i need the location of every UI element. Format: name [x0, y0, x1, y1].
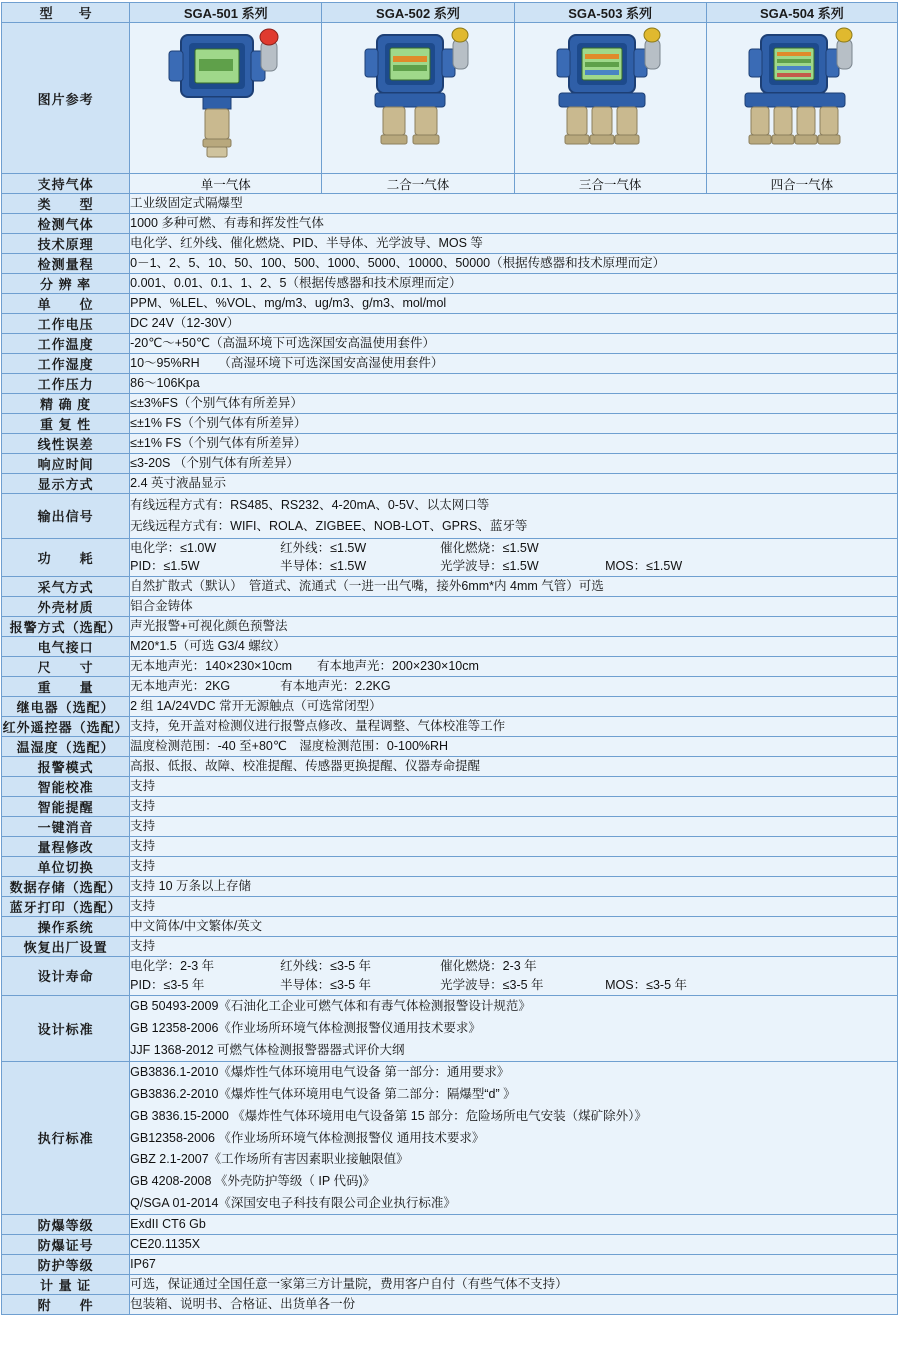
spec-row	[2, 254, 898, 274]
spec-value: ≤±1% FS（个别气体有所差异）	[130, 414, 898, 434]
spec-label: 智能校准	[2, 777, 130, 797]
lifetime-item: 半导体：≤3-5 年	[280, 977, 372, 992]
spec-value: 支持，免开盖对检测仪进行报警点修改、量程调整、气体校准等工作	[130, 717, 898, 737]
spec-value: 支持 10 万条以上存储	[130, 877, 898, 897]
spec-value: DC 24V（12-30V）	[130, 314, 898, 334]
spec-row	[2, 797, 898, 817]
spec-label: 温湿度（选配）	[2, 737, 130, 757]
spec-row	[2, 1255, 898, 1275]
spec-row	[2, 454, 898, 474]
spec-row	[2, 334, 898, 354]
spec-value: M20*1.5（可选 G3/4 螺纹）	[130, 637, 898, 657]
model-2: SGA-502 系列	[322, 3, 514, 23]
output-signal-line-2: 无线远程方式有：WIFI、ROLA、ZIGBEE、NOB-LOT、GPRS、蓝牙等	[130, 519, 528, 534]
spec-value: 2 组 1A/24VDC 常开无源触点（可选常闭型）	[130, 697, 898, 717]
spec-value: 自然扩散式（默认） 管道式、流通式（一进一出气嘴，接外6mm*内 4mm 气管）可选	[130, 577, 898, 597]
design-standard-line: JJF 1368-2012 可燃气体检测报警器器式评价大纲	[130, 1042, 405, 1057]
spec-row	[2, 737, 898, 757]
spec-label: 重 复 性	[2, 414, 130, 434]
spec-value: 支持	[130, 937, 898, 957]
power-item: 电化学：≤1.0W	[130, 540, 217, 555]
exec-standard-line: GB 4208-2008 《外壳防护等级（ IP 代码)》	[130, 1174, 376, 1188]
spec-label: 智能提醒	[2, 797, 130, 817]
spec-value: 2.4 英寸液晶显示	[130, 474, 898, 494]
spec-row	[2, 1235, 898, 1255]
spec-value: 0.001、0.01、0.1、1、2、5（根据传感器和技术原理而定）	[130, 274, 898, 294]
spec-row	[2, 817, 898, 837]
lifetime-item: 电化学：2-3 年	[130, 959, 215, 973]
specification-table	[1, 2, 898, 1315]
spec-row	[2, 234, 898, 254]
output-signal-line-1: 有线远程方式有：RS485、RS232、4-20mA、0-5V、以太网口等	[130, 497, 490, 512]
spec-value: 支持	[130, 777, 898, 797]
spec-value: 1000 多种可燃、有毒和挥发性气体	[130, 214, 898, 234]
spec-label: 单 位	[2, 294, 130, 314]
model-4: SGA-504 系列	[706, 3, 897, 23]
exec-standard-line: GBZ 2.1-2007《工作场所有害因素职业接触限值》	[130, 1152, 409, 1167]
spec-row	[2, 637, 898, 657]
spec-row	[2, 657, 898, 677]
spec-row	[2, 294, 898, 314]
device-illustration-501	[141, 23, 311, 168]
design-standard-row	[2, 995, 898, 1061]
lifetime-item	[605, 957, 755, 976]
spec-value: 支持	[130, 897, 898, 917]
spec-label: 线性误差	[2, 434, 130, 454]
power-line-1	[130, 539, 897, 558]
power-row	[2, 538, 898, 577]
spec-value: PPM、%LEL、%VOL、mg/m3、ug/m3、g/m3、mol/mol	[130, 294, 898, 314]
spec-row	[2, 837, 898, 857]
spec-row	[2, 1215, 898, 1235]
lifetime-label: 设计寿命	[2, 957, 130, 996]
model-3: SGA-503 系列	[514, 3, 706, 23]
spec-label: 重 量	[2, 677, 130, 697]
spec-row	[2, 434, 898, 454]
spec-label: 工作温度	[2, 334, 130, 354]
gas-support-row	[2, 174, 898, 194]
design-standard-line: GB 50493-2009《石油化工企业可燃气体和有毒气体检测报警设计规范》	[130, 999, 531, 1013]
spec-label: 防爆等级	[2, 1215, 130, 1235]
spec-row	[2, 374, 898, 394]
spec-value: IP67	[130, 1255, 898, 1275]
spec-row	[2, 314, 898, 334]
spec-row	[2, 354, 898, 374]
product-image-2	[322, 23, 514, 174]
model-1: SGA-501 系列	[130, 3, 322, 23]
lifetime-line-1	[130, 957, 897, 976]
exec-standard-line: GB3836.2-2010《爆炸性气体环境用电气设备 第二部分：隔爆型“d” 》	[130, 1087, 516, 1101]
spec-value: ≤3-20S （个别气体有所差异）	[130, 454, 898, 474]
lifetime-row	[2, 957, 898, 996]
spec-value: 无本地声光：140×230×10cm 有本地声光：200×230×10cm	[130, 657, 898, 677]
spec-value: ≤±1% FS（个别气体有所差异）	[130, 434, 898, 454]
spec-row	[2, 777, 898, 797]
device-illustration-504	[717, 23, 887, 168]
lifetime-line-2	[130, 976, 897, 995]
design-standard-value	[130, 995, 898, 1061]
image-row	[2, 23, 898, 174]
spec-label: 防爆证号	[2, 1235, 130, 1255]
spec-label: 报警模式	[2, 757, 130, 777]
spec-row	[2, 194, 898, 214]
spec-label: 类 型	[2, 194, 130, 214]
spec-label: 工作电压	[2, 314, 130, 334]
power-value	[130, 538, 898, 577]
spec-value: 支持	[130, 797, 898, 817]
device-illustration-503	[525, 23, 695, 168]
output-signal-row	[2, 494, 898, 539]
gas-support-4: 四合一气体	[706, 174, 897, 194]
exec-standard-line: GB12358-2006 《作业场所环境气体检测报警仪 通用技术要求》	[130, 1130, 485, 1145]
spec-value: 电化学、红外线、催化燃烧、PID、半导体、光学波导、MOS 等	[130, 234, 898, 254]
product-image-3	[514, 23, 706, 174]
spec-row	[2, 274, 898, 294]
spec-row	[2, 857, 898, 877]
spec-label: 技术原理	[2, 234, 130, 254]
spec-row	[2, 1295, 898, 1315]
spec-label: 精 确 度	[2, 394, 130, 414]
spec-row	[2, 697, 898, 717]
spec-value: 可选，保证通过全国任意一家第三方计量院，费用客户自付（有些气体不支持）	[130, 1275, 898, 1295]
exec-standard-line: Q/SGA 01-2014《深国安电子科技有限公司企业执行标准》	[130, 1195, 456, 1210]
spec-value: 高报、低报、故障、校准提醒、传感器更换提醒、仪器寿命提醒	[130, 757, 898, 777]
lifetime-item: 催化燃烧：2-3 年	[440, 959, 537, 973]
spec-value: 无本地声光：2KG 有本地声光：2.2KG	[130, 677, 898, 697]
spec-label: 分 辨 率	[2, 274, 130, 294]
spec-value: CE20.1135X	[130, 1235, 898, 1255]
gas-support-2: 二合一气体	[322, 174, 514, 194]
spec-label: 检测气体	[2, 214, 130, 234]
lifetime-item: 红外线：≤3-5 年	[280, 959, 372, 973]
table-header-row	[2, 3, 898, 23]
spec-row	[2, 937, 898, 957]
spec-row	[2, 214, 898, 234]
spec-value: 包装箱、说明书、合格证、出货单各一份	[130, 1295, 898, 1315]
lifetime-item: MOS：≤3-5 年	[605, 977, 688, 992]
spec-row	[2, 757, 898, 777]
lifetime-value	[130, 957, 898, 996]
spec-row	[2, 597, 898, 617]
gas-support-3: 三合一气体	[514, 174, 706, 194]
spec-label: 工作压力	[2, 374, 130, 394]
spec-label: 采气方式	[2, 577, 130, 597]
power-item: MOS：≤1.5W	[605, 559, 683, 574]
spec-value: 0－1、2、5、10、50、100、500、1000、5000、10000、50000（根据传感器和技术原理而定）	[130, 254, 898, 274]
power-item: 光学波导：≤1.5W	[440, 559, 539, 574]
spec-label: 响应时间	[2, 454, 130, 474]
spec-label: 蓝牙打印（选配）	[2, 897, 130, 917]
spec-label: 继电器（选配）	[2, 697, 130, 717]
spec-label: 尺 寸	[2, 657, 130, 677]
spec-value: 温度检测范围：-40 至+80℃ 湿度检测范围：0-100%RH	[130, 737, 898, 757]
spec-label: 一键消音	[2, 817, 130, 837]
power-item: 红外线：≤1.5W	[280, 540, 367, 555]
spec-label: 检测量程	[2, 254, 130, 274]
design-standard-line: GB 12358-2006《作业场所环境气体检测报警仪通用技术要求》	[130, 1020, 481, 1035]
product-image-1	[130, 23, 322, 174]
spec-label: 外壳材质	[2, 597, 130, 617]
power-item: 半导体：≤1.5W	[280, 559, 367, 574]
spec-value: ≤±3%FS（个别气体有所差异）	[130, 394, 898, 414]
spec-label: 附 件	[2, 1295, 130, 1315]
image-row-label: 图片参考	[2, 23, 130, 174]
spec-label: 计 量 证	[2, 1275, 130, 1295]
spec-label: 恢复出厂设置	[2, 937, 130, 957]
output-signal-label: 输出信号	[2, 494, 130, 539]
spec-row	[2, 917, 898, 937]
spec-row	[2, 717, 898, 737]
exec-standard-line: GB3836.1-2010《爆炸性气体环境用电气设备 第一部分：通用要求》	[130, 1065, 510, 1080]
spec-row	[2, 474, 898, 494]
spec-value: 10～95%RH （高湿环境下可选深国安高湿使用套件）	[130, 354, 898, 374]
power-label: 功 耗	[2, 538, 130, 577]
spec-sheet	[0, 2, 899, 1315]
spec-label: 单位切换	[2, 857, 130, 877]
spec-row	[2, 677, 898, 697]
exec-standard-label: 执行标准	[2, 1061, 130, 1214]
spec-value: 铝合金铸体	[130, 597, 898, 617]
spec-value: -20℃～+50℃（高温环境下可选深国安高温使用套件）	[130, 334, 898, 354]
output-signal-value	[130, 494, 898, 539]
header-label: 型 号	[2, 3, 130, 23]
design-standard-label: 设计标准	[2, 995, 130, 1061]
product-image-4	[706, 23, 897, 174]
spec-row	[2, 1275, 898, 1295]
spec-row	[2, 897, 898, 917]
spec-label: 量程修改	[2, 837, 130, 857]
spec-value: 支持	[130, 817, 898, 837]
spec-row	[2, 617, 898, 637]
spec-label: 红外遥控器（选配）	[2, 717, 130, 737]
spec-label: 工作湿度	[2, 354, 130, 374]
spec-value: 工业级固定式隔爆型	[130, 194, 898, 214]
exec-standard-line: GB 3836.15-2000 《爆炸性气体环境用电气设备第 15 部分：危险场所电气安装（煤矿除外）》	[130, 1108, 647, 1123]
power-item: 催化燃烧：≤1.5W	[440, 540, 539, 555]
spec-value: 86～106Kpa	[130, 374, 898, 394]
spec-row	[2, 577, 898, 597]
spec-value: ExdII CT6 Gb	[130, 1215, 898, 1235]
exec-standard-value	[130, 1061, 898, 1214]
lifetime-item: 光学波导：≤3-5 年	[440, 977, 544, 992]
gas-support-label: 支持气体	[2, 174, 130, 194]
spec-label: 数据存储（选配）	[2, 877, 130, 897]
spec-label: 电气接口	[2, 637, 130, 657]
exec-standard-row	[2, 1061, 898, 1214]
gas-support-1: 单一气体	[130, 174, 322, 194]
power-item	[605, 539, 755, 558]
spec-row	[2, 414, 898, 434]
spec-row	[2, 394, 898, 414]
device-illustration-502	[333, 23, 503, 168]
spec-value: 支持	[130, 857, 898, 877]
spec-value: 声光报警+可视化颜色预警法	[130, 617, 898, 637]
power-line-2	[130, 557, 897, 576]
spec-value: 支持	[130, 837, 898, 857]
spec-label: 显示方式	[2, 474, 130, 494]
spec-label: 操作系统	[2, 917, 130, 937]
spec-value: 中文简体/中文繁体/英文	[130, 917, 898, 937]
spec-label: 防护等级	[2, 1255, 130, 1275]
spec-row	[2, 877, 898, 897]
spec-label: 报警方式（选配）	[2, 617, 130, 637]
power-item: PID：≤1.5W	[130, 559, 200, 574]
lifetime-item: PID：≤3-5 年	[130, 977, 205, 992]
